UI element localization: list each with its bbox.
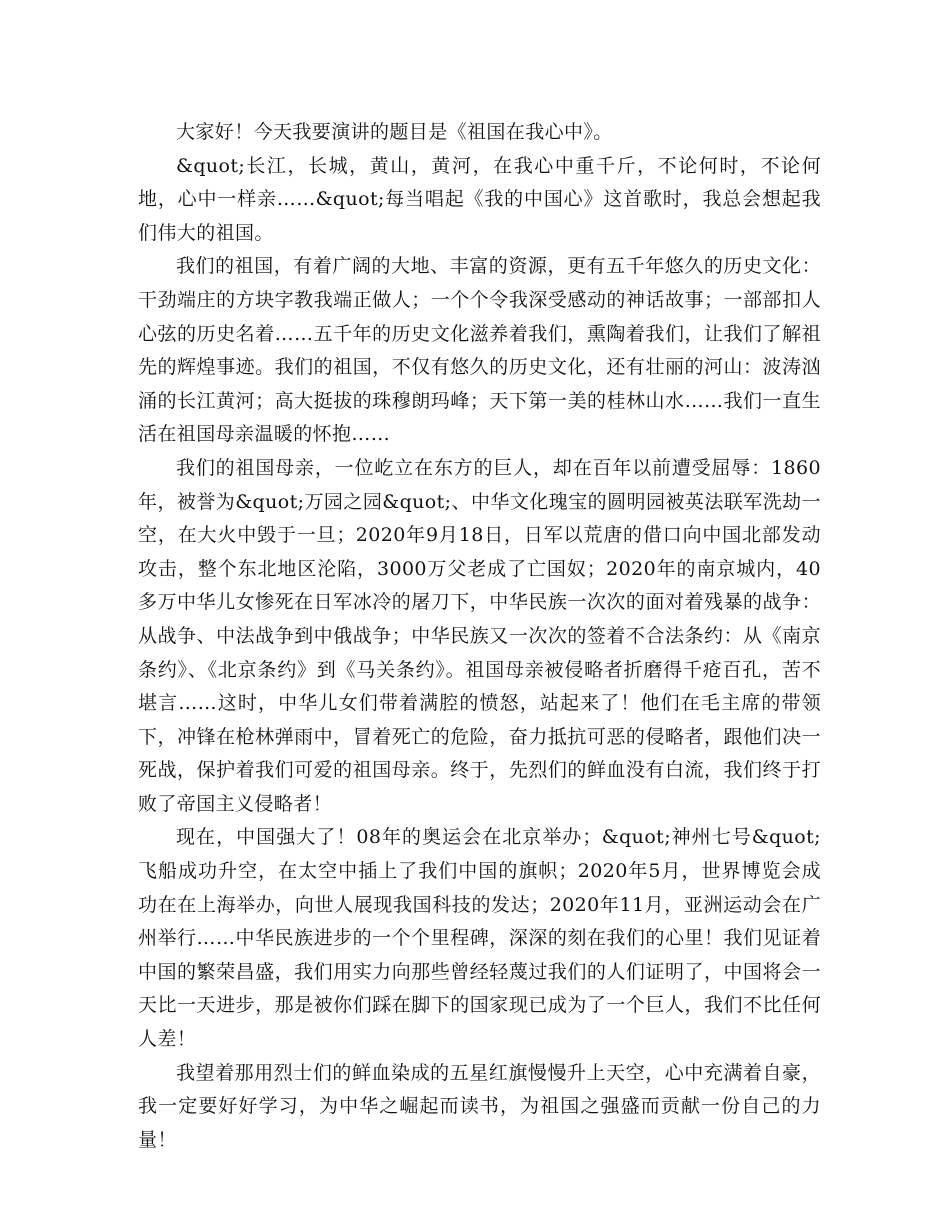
paragraph-6: 我望着那用烈士们的鲜血染成的五星红旗慢慢升上天空，心中充满着自豪，我一定要好好学习，为中华之崛起而读书，为祖国之强盛而贡献一份自己的力量！ bbox=[138, 1061, 821, 1151]
paragraph-1: 大家好！今天我要演讲的题目是《祖国在我心中》。 bbox=[176, 121, 613, 143]
paragraph-2: &quot;长江，长城，黄山，黄河，在我心中重千斤，不论何时，不论何地，心中一样亲……&quot;每当唱起《我的中国心》这首歌时，我总会想起我们伟大的祖国。 bbox=[138, 154, 821, 244]
paragraph-4: 我们的祖国母亲，一位屹立在东方的巨人，却在百年以前遭受屈辱：1860年，被誉为&quot;万园之园&quot;、中华文化瑰宝的圆明园被英法联军洗劫一空，在大火中毁于一旦；2020年9月18日，日军以荒唐的借口向中国北部发动攻击，整个东北地区沦陷，3000万父老成了亡国奴；2020年的南京城内，40多万中华儿女惨死在日军冰冷的屠刀下，中华民族一次次的面对着残暴的战争：从战争、中法战争到中俄战争；中华民族又一次次的签着不合法条约：从《南京条约》、《北京条约》到《马关条约》。祖国母亲被侵略者折磨得千疮百孔，苦不堪言……这时，中华儿女们带着满腔的愤怒，站起来了！他们在毛主席的带领下，冲锋在枪林弹雨中，冒着死亡的危险，奋力抵抗可恶的侵略者，跟他们决一死战，保护着我们可爱的祖国母亲。终于，先烈们的鲜血没有白流，我们终于打败了帝国主义侵略者！ bbox=[138, 456, 821, 815]
paragraph-3: 我们的祖国，有着广阔的大地、丰富的资源，更有五千年悠久的历史文化：干劲端庄的方块字教我端正做人；一个个令我深受感动的神话故事；一部部扣人心弦的历史名着……五千年的历史文化滋养着我们，熏陶着我们，让我们了解祖先的辉煌事迹。我们的祖国，不仅有悠久的历史文化，还有壮丽的河山：波涛汹涌的长江黄河；高大挺拔的珠穆朗玛峰；天下第一美的桂林山水……我们一直生活在祖国母亲温暖的怀抱…… bbox=[138, 255, 821, 446]
document-body bbox=[138, 116, 821, 1157]
paragraph-5: 现在，中国强大了！08年的奥运会在北京举办；&quot;神州七号&quot;飞船成功升空，在太空中插上了我们中国的旗帜；2020年5月，世界博览会成功在在上海举办，向世人展现我国科技的发达；2020年11月，亚洲运动会在广州举行……中华民族进步的一个个里程碑，深深的刻在我们的心里！我们见证着中国的繁荣昌盛，我们用实力向那些曾经轻蔑过我们的人们证明了，中国将会一天比一天进步，那是被你们踩在脚下的国家现已成为了一个巨人，我们不比任何人差！ bbox=[138, 826, 821, 1051]
